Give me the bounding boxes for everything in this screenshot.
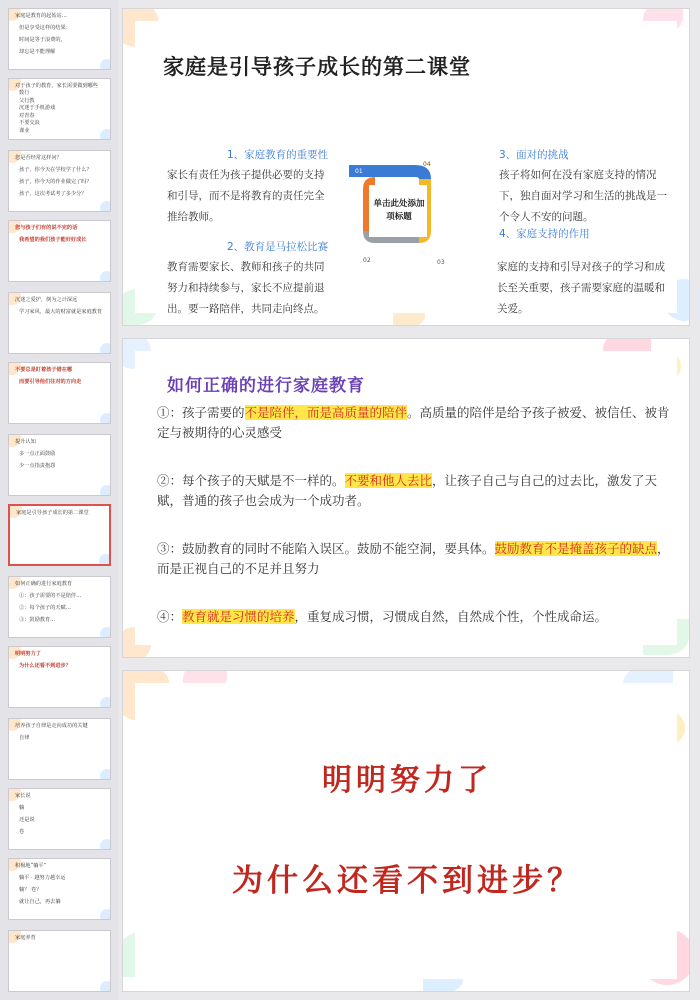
thumbnail-text: 就让自己，再去躺 [19, 899, 61, 905]
step-number-02: 02 [363, 257, 371, 264]
thumbnail-text: 您与孩子们有的说不完的话 [15, 225, 78, 231]
section-1-heading: 1、家庭教育的重要性 [227, 149, 329, 161]
section-1-text: 家长有责任为孩子提供必要的支持和引导，而不是将教育的责任完全推给教师。 [167, 169, 325, 223]
point-4-rest: ，重复成习惯，习惯成自然，自然成个性，个性成命运。 [294, 609, 608, 624]
slide-thumbnail-5[interactable] [8, 292, 111, 354]
point-1-lead: ①：孩子需要的 [157, 405, 245, 420]
section-3-text: 孩子将如何在没有家庭支持的情况下，独自面对学习和生活的挑战是一个令人不安的问题。 [499, 169, 667, 223]
slide-3[interactable] [122, 670, 690, 992]
section-4-heading: 4、家庭支持的作用 [499, 228, 590, 240]
point-4-highlight: 教育就是习惯的培养 [182, 609, 295, 624]
section-3-heading: 3、面对的挑战 [499, 149, 569, 161]
thumbnail-text: 父行教 [19, 97, 35, 104]
thumbnail-text: 少一点指责抱怨 [19, 463, 56, 469]
thumbnail-text: 积极地“躺平” [15, 863, 47, 869]
point-2-rest: ，让孩子自己与自己的过去比，激发了天赋，普通的孩子也会成为一个成功者。 [157, 473, 658, 508]
thumbnail-text: 不要总是盯着孩子错在哪 [15, 367, 73, 373]
step-number-01: 01 [355, 168, 363, 175]
thumbnail-text: 课业 [19, 127, 30, 134]
thumbnail-text: 卷 [19, 829, 25, 835]
headline-line-2: 为什么还看不到进步？ [232, 863, 582, 899]
point-2 [157, 471, 677, 511]
thumbnail-text: 如何正确的进行家庭教育 [15, 581, 73, 587]
point-3-rest: ，而是正视自己的不足并且努力 [157, 541, 670, 576]
thumbnail-text: 提升认知 [15, 439, 36, 445]
slide-thumbnail-13[interactable] [8, 858, 111, 920]
section-2-text: 教育需要家长、教师和孩子的共同努力和持续参与，家长不应提前退出。要一路陪伴，共同走向终点。 [167, 261, 325, 315]
thumbnail-text: 孩子，你今天的作业做完了吗？ [19, 179, 92, 185]
slide-thumbnail-3[interactable] [8, 150, 111, 212]
thumbnail-text: 不要交浪 [19, 120, 40, 127]
thumbnail-text: 对青春 [19, 112, 35, 119]
step-number-03: 03 [437, 259, 445, 266]
thumbnail-text: ①：孩子需要的不是陪伴… [19, 593, 82, 599]
thumbnail-text: 沉迷于手机游戏 [19, 105, 56, 112]
thumbnail-text: 培养孩子自律是走向成功的关键 [15, 723, 88, 729]
step-number-04: 04 [423, 161, 431, 168]
thumbnail-text: 为什么还看不到进步？ [19, 663, 71, 669]
section-4-text: 家庭的支持和引导对孩子的学习和成长至关重要，孩子需要家庭的温暖和关爱。 [497, 261, 665, 315]
thumbnail-text: 孩子，你今天在学校学了什么？ [19, 167, 92, 173]
slide-thumbnail-7[interactable] [8, 434, 111, 496]
add-title-placeholder[interactable]: 单击此处添加项标题 [373, 199, 425, 222]
point-2-highlight: 不要和他人去比 [344, 473, 433, 488]
thumbnail-text: 而要引导他们往对的方向走 [19, 379, 82, 385]
slide-3-canvas [135, 683, 677, 979]
thumbnail-text: 躺 [19, 805, 25, 811]
slide-thumbnail-14[interactable] [8, 930, 111, 992]
slide-title: 家庭是引导孩子成长的第二课堂 [163, 54, 471, 79]
point-1 [157, 403, 677, 443]
slide-title: 如何正确的进行家庭教育 [167, 376, 365, 396]
thumbnail-text: 却忘是不能理解 [19, 49, 56, 55]
point-4-lead: ④： [157, 609, 183, 624]
thumbnail-text: 多一点正面鼓励 [19, 451, 56, 457]
thumbnail-text: 沉迷之爱护，倒为之计深远 [15, 297, 78, 303]
headline-line-1: 明明努力了 [322, 763, 492, 798]
slide-thumbnail-panel [0, 0, 118, 1000]
thumbnail-text: 我希望的我们孩子能好好成长 [19, 237, 87, 243]
thumbnail-text: 还是说 [19, 817, 35, 823]
point-1-rest: 。高质量的陪伴是给予孩子被爱、被信任、被肯定与被期待的心灵感受 [157, 405, 670, 440]
thumbnail-text: 对于孩子的教育，家长需要做到哪些 [15, 83, 99, 89]
point-2-lead: ②：每个孩子的天赋是不一样的。 [157, 473, 345, 488]
thumbnail-text: 自律 [19, 735, 30, 741]
thumbnail-text: 孩子，这次考试考了多少分？ [19, 191, 87, 197]
slide-thumbnail-12[interactable] [8, 788, 111, 850]
thumbnail-text: 躺平 · 越努力越幸运 [19, 875, 66, 881]
thumbnail-text: 家庭是教育的起始站… [15, 13, 67, 19]
slide-thumbnail-4[interactable] [8, 220, 111, 282]
thumbnail-text: 您是否经常这样问？ [15, 155, 62, 161]
slide-1[interactable] [122, 8, 690, 326]
slide-thumbnail-11[interactable] [8, 718, 111, 780]
thumbnail-text: 学习家风，最大的财富就是家庭教育 [19, 309, 103, 315]
slide-thumbnail-8[interactable] [8, 504, 111, 566]
section-2-heading: 2、教育是马拉松比赛 [227, 241, 329, 253]
slide-thumbnail-1[interactable] [8, 8, 111, 70]
slide-2[interactable] [122, 338, 690, 658]
thumbnail-text: 明明努力了 [15, 651, 41, 657]
thumbnail-text: 躺？ 卷？ [19, 887, 42, 893]
thumbnail-text: 时间是等于浪费的， [19, 37, 66, 43]
cycle-diagram[interactable] [345, 141, 451, 271]
thumbnail-text: 家庭是引导孩子成长的第二课堂 [16, 510, 89, 516]
point-3 [157, 539, 677, 579]
slide-1-canvas [135, 21, 677, 313]
thumbnail-text: 但是享受这样的结果： [19, 25, 71, 31]
point-3-highlight: 鼓励教育不是掩盖孩子的缺点 [494, 541, 658, 556]
thumbnail-text: ②：每个孩子的天赋… [19, 605, 71, 611]
slide-thumbnail-9[interactable] [8, 576, 111, 638]
thumbnail-text: 家庭养育 [15, 935, 36, 941]
thumbnail-text: 数行 [19, 90, 30, 97]
slide-thumbnail-2[interactable] [8, 78, 111, 140]
slide-thumbnail-6[interactable] [8, 362, 111, 424]
point-3-lead: ③：鼓励教育的同时不能陷入误区。鼓励不能空洞，要具体。 [157, 541, 495, 556]
point-1-highlight: 不是陪伴，而是高质量的陪伴 [244, 405, 408, 420]
point-4 [157, 607, 677, 627]
thumbnail-text: ③：鼓励教育… [19, 617, 56, 623]
thumbnail-text: 家长说 [15, 793, 31, 799]
slide-thumbnail-10[interactable] [8, 646, 111, 708]
slide-2-canvas [135, 351, 677, 645]
